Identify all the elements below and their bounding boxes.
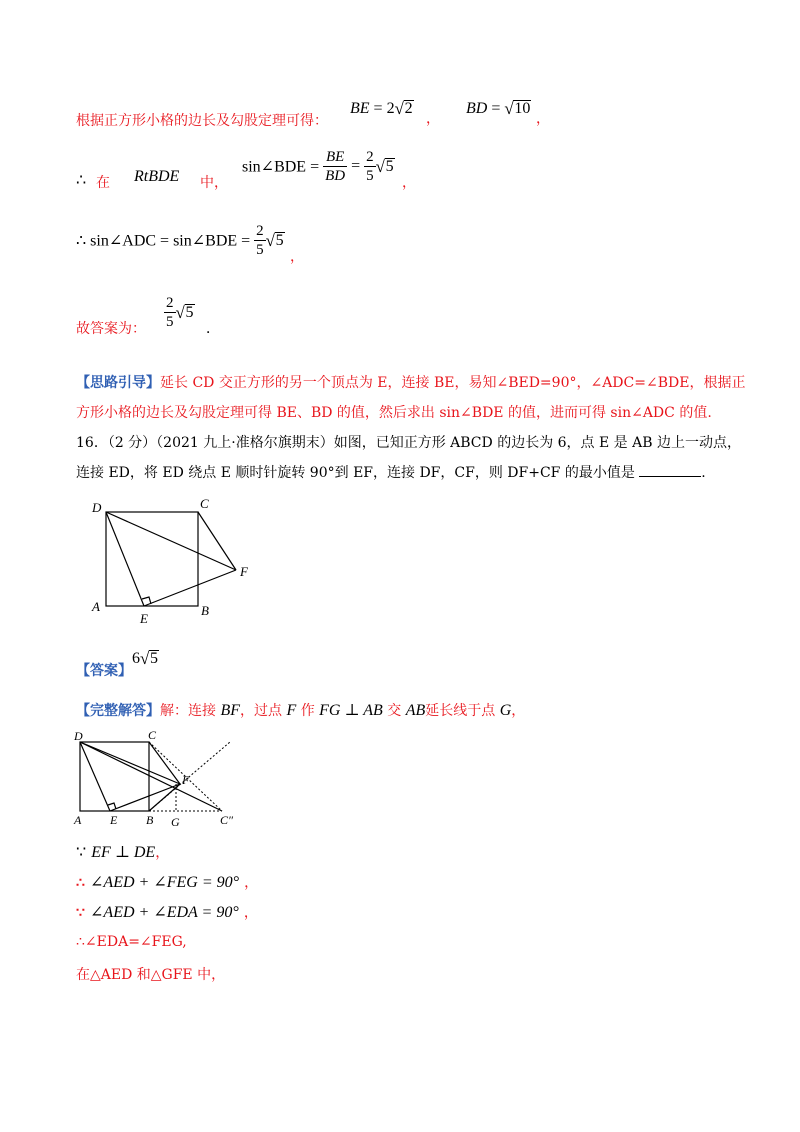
text-zhong: 中，: [200, 175, 228, 191]
fraction-2-5: $\frac{2}{5}$: [256, 223, 264, 258]
label-e: E: [140, 611, 148, 626]
answer-tag: 【答案】: [76, 663, 132, 679]
answer-blank: [639, 464, 701, 477]
formula-sin-bde: sin∠BDE = $\frac{BE}{BD}$ = $\frac{2}{5}$ √ 5: [242, 149, 394, 184]
label-d: D: [92, 500, 102, 515]
bd-symbol: BD: [466, 100, 488, 117]
fraction-be-bd: $\frac{BE}{BD}$: [325, 149, 346, 184]
formula-bd: [466, 100, 531, 118]
segment-ef: [144, 570, 236, 606]
math-bf: BF: [220, 702, 240, 719]
problem-line-1: 16．（2 分）（2021 九上·准格尔旗期末）如图，已知正方形 ABCD 的边长为 6，点 E 是 AB 边上一动点，: [76, 435, 741, 451]
answer-6-sqrt-5: 6 √ 5: [132, 649, 158, 668]
sqrt-10: √ 10: [504, 99, 531, 118]
solution-line: 【完整解答】解：连接 BF，过点 F 作 FG ⊥ AB 交 AB延长线于点 G，: [76, 702, 526, 719]
fraction-2-5: $\frac{2}{5}$: [366, 149, 374, 184]
comma: ，: [536, 111, 550, 127]
period: ．: [206, 321, 220, 337]
comma: ，: [402, 175, 416, 191]
math-g: G: [499, 702, 512, 719]
bd-eq: =: [491, 100, 501, 117]
answer-label: 故答案为：: [76, 321, 146, 337]
label-c: C: [148, 728, 157, 742]
problem-16: [76, 428, 741, 488]
math-f: F: [286, 702, 297, 719]
sqrt-5: √ 5: [175, 302, 194, 322]
square-abcd: [106, 512, 198, 606]
problem-line-2: 连接 ED，将 ED 绕点 E 顺时针旋转 90°到 EF，连接 DF，CF，则 DF+CF 的最小值是: [76, 465, 635, 481]
therefore-symbol: ∴: [76, 172, 87, 189]
hint-block: [76, 368, 745, 428]
segment-dc-prime: [80, 742, 222, 811]
label-a: A: [74, 813, 82, 827]
square-abcd: [80, 742, 149, 811]
step-3: ∵ ∠AED + ∠EDA = 90° ，: [76, 904, 258, 921]
sqrt-5: √ 5: [140, 649, 158, 668]
step-1: ∵ EF ⊥ DE，: [76, 844, 170, 861]
solution-tag: 【完整解答】: [76, 703, 160, 719]
label-b: B: [146, 813, 154, 827]
hint-line-1: 延长 CD 交正方形的另一个顶点为 E，连接 BE，易知∠BED=90°，∠ADC=∠BDE，根据正: [160, 375, 746, 391]
label-e: E: [110, 813, 118, 827]
math-ab: AB: [405, 702, 426, 719]
segment-ef: [110, 784, 180, 811]
answer-value: [164, 294, 195, 331]
comma: ，: [426, 111, 440, 127]
be-symbol: BE: [350, 100, 370, 117]
sqrt-5: √ 5: [265, 230, 284, 250]
label-g: G: [171, 815, 180, 829]
formula-be: [350, 100, 414, 118]
label-d: D: [74, 729, 83, 743]
hint-line-2: 方形小格的边长及勾股定理可得 BE、BD 的值，然后求出 sin∠BDE 的值，进而可得 sin∠ADC 的值.: [76, 405, 712, 421]
fraction-2-5: $\frac{2}{5}$: [166, 295, 174, 330]
label-c-prime: C″: [220, 813, 234, 827]
formula-sin-adc: ∴ sin∠ADC = sin∠BDE = $\frac{2}{5}$ √ 5: [76, 223, 284, 258]
comma: ，: [290, 249, 304, 265]
label-f: F: [182, 773, 190, 787]
label-c: C: [200, 496, 209, 511]
be-coef: = 2: [373, 100, 395, 117]
geometry-figure-1: [86, 494, 266, 634]
hint-tag: 【思路引导】: [76, 375, 160, 391]
geometry-figure-2: [70, 726, 250, 834]
step-5: 在△AED 和△GFE 中，: [76, 967, 226, 983]
problem-end: .: [701, 465, 706, 481]
text-zai: 在: [96, 175, 110, 191]
math-fg-perp-ab: FG ⊥ AB: [319, 702, 383, 719]
label-b: B: [201, 603, 209, 618]
text-line-pythagoras: 根据正方形小格的边长及勾股定理可得：: [76, 113, 328, 129]
sqrt-2: √ 2: [394, 99, 413, 118]
sqrt-5: √ 5: [375, 156, 394, 176]
label-a: A: [92, 599, 100, 614]
rt-triangle-label: RtBDE: [134, 168, 180, 185]
label-f: F: [240, 564, 248, 579]
step-4: ∴∠EDA=∠FEG,: [76, 934, 187, 950]
step-2: ∴ ∠AED + ∠FEG = 90° ，: [76, 874, 259, 891]
